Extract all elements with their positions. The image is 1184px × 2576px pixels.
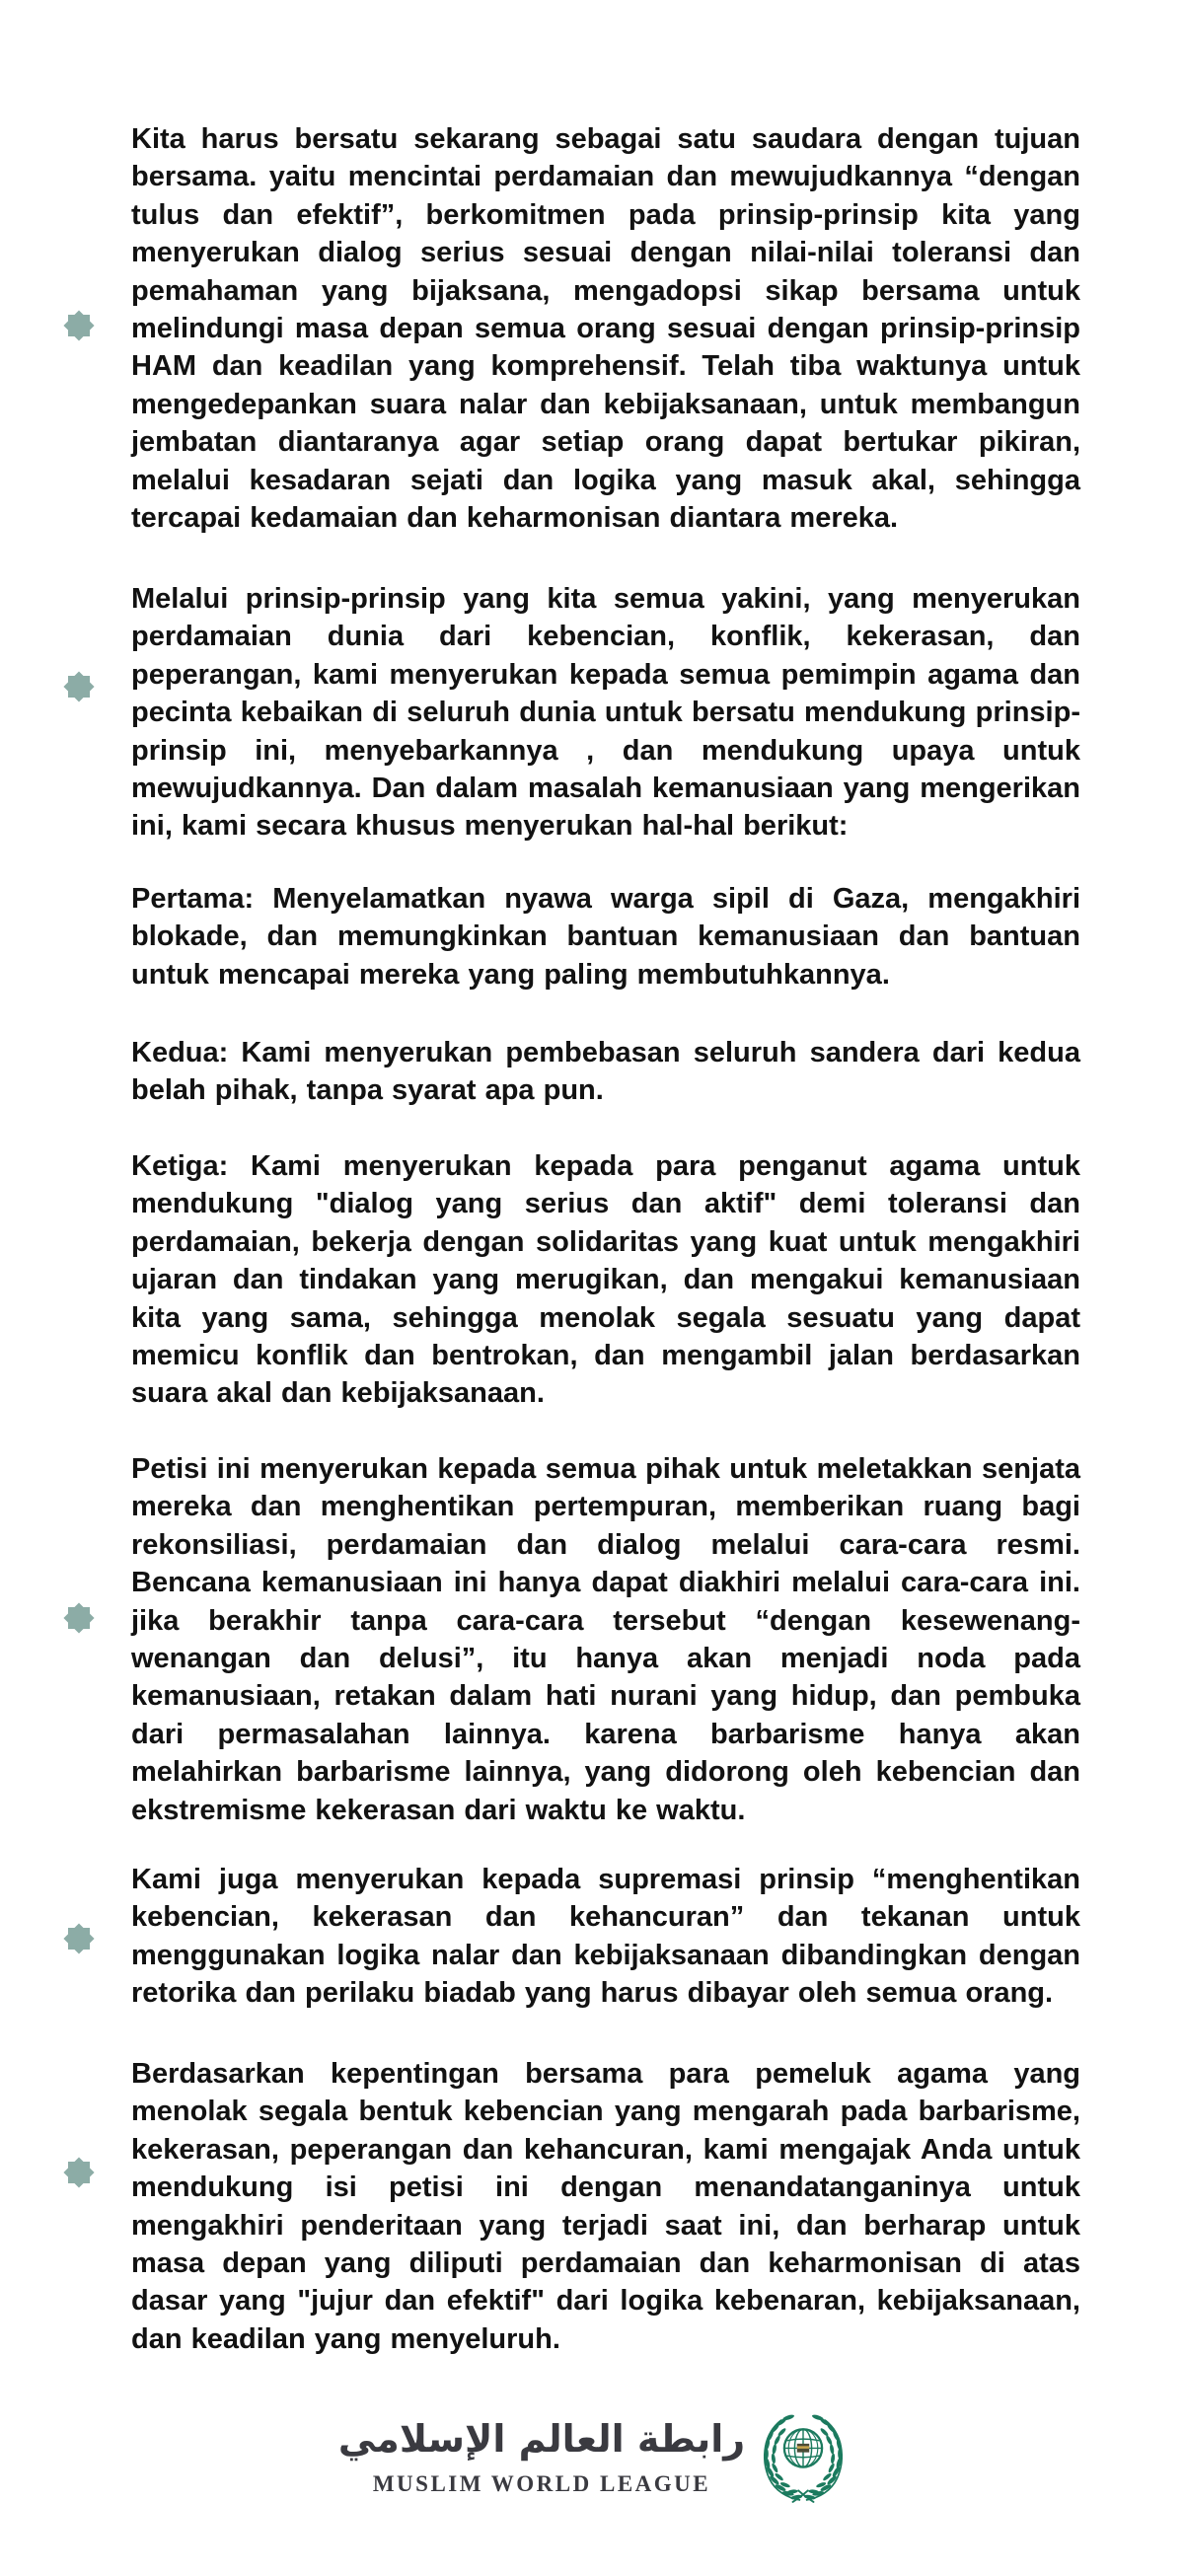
- petition-paragraph-kedua: Kedua: Kami menyerukan pembebasan seluruh sandera dari kedua belah pihak, tanpa syarat apa pun.: [131, 1037, 1080, 1107]
- mwl-logo-text-block: [338, 2410, 745, 2497]
- mwl-wreath-globe-emblem-icon: [761, 2410, 846, 2505]
- petition-paragraph-ketiga: Ketiga: Kami menyerukan kepada para penganut agama untuk mendukung "dialog yang serius dan aktif" demi toleransi dan perdamaian, bekerja dengan solidaritas yang kuat untuk mengakhiri ujaran dan tindakan yang merugikan, dan mengakui kemanusiaan kita yang sama, sehingga menolak segala sesuatu yang dapat memicu konflik dan bentrokan, dan mengambil jalan berdasarkan suara akal dan kebijaksanaan.: [131, 1150, 1080, 1410]
- star-ornament-icon: [63, 310, 95, 341]
- star-ornament-icon: [63, 1923, 95, 1954]
- mwl-arabic-calligraphy: رابطة العالم الإسلامي: [337, 2417, 746, 2461]
- petition-paragraph-7: Kami juga menyerukan kepada supremasi prinsip “menghentikan kebencian, kekerasan dan kehancuran” dan tekanan untuk menggunakan logika nalar dan kebijaksanaan dibandingkan dengan retorika dan perilaku biadab yang harus dibayar oleh semua orang.: [131, 1864, 1080, 2010]
- mwl-wordmark: MUSLIM WORLD LEAGUE: [372, 2471, 711, 2496]
- petition-paragraph-6: Petisi ini menyerukan kepada semua pihak untuk meletakkan senjata mereka dan menghentikan pertempuran, memberikan ruang bagi rekonsiliasi, perdamaian dan dialog melalui cara-cara resmi. Bencana kemanusiaan ini hanya dapat diakhiri melalui cara-cara ini. jika berakhir tanpa cara-cara tersebut “dengan kesewenang-wenangan dan delusi”, itu hanya akan menjadi noda pada kemanusiaan, retakan dalam hati nurani yang hidup, dan pembuka dari permasalahan lainnya. karena barbarisme hanya akan melahirkan barbarisme lainnya, yang didorong oleh kebencian dan ekstremisme kekerasan dari waktu ke waktu.: [131, 1453, 1080, 1826]
- petition-paragraph-1: Kita harus bersatu sekarang sebagai satu saudara dengan tujuan bersama. yaitu mencintai perdamaian dan mewujudkannya “dengan tulus dan efektif”, berkomitmen pada prinsip-prinsip kita yang menyerukan dialog serius sesuai dengan nilai-nilai toleransi dan pemahaman yang bijaksana, mengadopsi sikap bersama untuk melindungi masa depan semua orang sesuai dengan prinsip-prinsip HAM dan keadilan yang komprehensif. Telah tiba waktunya untuk mengedepankan suara nalar dan kebijaksanaan, untuk membangun jembatan diantaranya agar setiap orang dapat bertukar pikiran, melalui kesadaran sejati dan logika yang masuk akal, sehingga tercapai kedamaian dan keharmonisan diantara mereka.: [131, 123, 1080, 535]
- kaaba-icon: [797, 2444, 809, 2453]
- star-ornament-icon: [63, 1602, 95, 1634]
- star-ornament-icon: [63, 2157, 95, 2188]
- petition-paragraph-8: Berdasarkan kepentingan bersama para pemeluk agama yang menolak segala bentuk kebencian yang mengarah pada barbarisme, kekerasan, peperangan dan kehancuran, kami mengajak Anda untuk mendukung isi petisi ini dengan menandatanganinya untuk mengakhiri penderitaan yang terjadi saat ini, dan berharap untuk masa depan yang diliputi perdamaian dan keharmonisan di atas dasar yang "jujur dan efektif" dari logika kebenaran, kebijaksanaan, dan keadilan yang menyeluruh.: [131, 2058, 1080, 2355]
- petition-paragraph-2: Melalui prinsip-prinsip yang kita semua yakini, yang menyerukan perdamaian dunia dari kebencian, konflik, kekerasan, dan peperangan, kami menyerukan kepada semua pemimpin agama dan pecinta kebaikan di seluruh dunia untuk bersatu mendukung prinsip-prinsip ini, menyebarkannya , dan mendukung upaya untuk mewujudkannya. Dan dalam masalah kemanusiaan yang mengerikan ini, kami secara khusus menyerukan hal-hal berikut:: [131, 583, 1080, 843]
- mwl-logo: [0, 2410, 1184, 2505]
- star-ornament-icon: [63, 671, 95, 702]
- petition-paragraph-pertama: Pertama: Menyelamatkan nyawa warga sipil di Gaza, mengakhiri blokade, dan memungkinkan bantuan kemanusiaan dan bantuan untuk mencapai mereka yang paling membutuhkannya.: [131, 883, 1080, 991]
